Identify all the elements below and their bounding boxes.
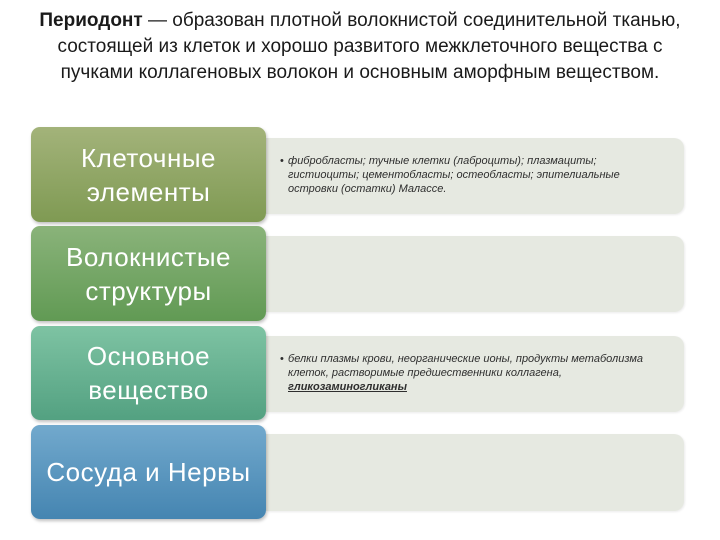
category-label: Сосуда и Нервы — [46, 457, 251, 487]
description-item — [280, 352, 670, 394]
bullet-icon: • — [280, 155, 284, 167]
description-bold-text: гликозаминогликаны — [288, 381, 407, 393]
category-box-ground-substance — [31, 326, 266, 420]
heading-paragraph — [20, 8, 700, 86]
bullet-icon: • — [280, 353, 284, 365]
description-item — [280, 154, 670, 196]
category-label: Волокнистые структуры — [66, 241, 231, 306]
category-box-cell-elements — [31, 127, 266, 222]
category-box-vessels-nerves — [31, 425, 266, 519]
description-box-vessels-nerves — [266, 434, 684, 511]
description-text: белки плазмы крови, неорганические ионы, продукты метаболизма клеток, растворимые предшественники коллагена, — [288, 353, 643, 379]
category-label: Клеточные элементы — [81, 142, 216, 207]
description-list — [266, 154, 684, 196]
description-box-ground-substance — [266, 336, 684, 412]
description-box-fiber-structures — [266, 236, 684, 312]
description-text: фибробласты; тучные клетки (лаброциты); плазмациты; гистиоциты; цементобласты; остеобласты; эпителиальные островки (остатки) Малассе. — [288, 155, 620, 195]
description-list — [266, 352, 684, 394]
description-box-cell-elements — [266, 138, 684, 214]
category-box-fiber-structures — [31, 226, 266, 321]
category-label: Основное вещество — [86, 341, 211, 405]
heading-definition: — образован плотной волокнистой соединительной тканью, состоящей из клеток и хорошо развитого межклеточного вещества с пучками коллагеновых волокон и основным аморфным веществом. — [57, 10, 681, 83]
heading-term: Периодонт — [39, 10, 143, 31]
